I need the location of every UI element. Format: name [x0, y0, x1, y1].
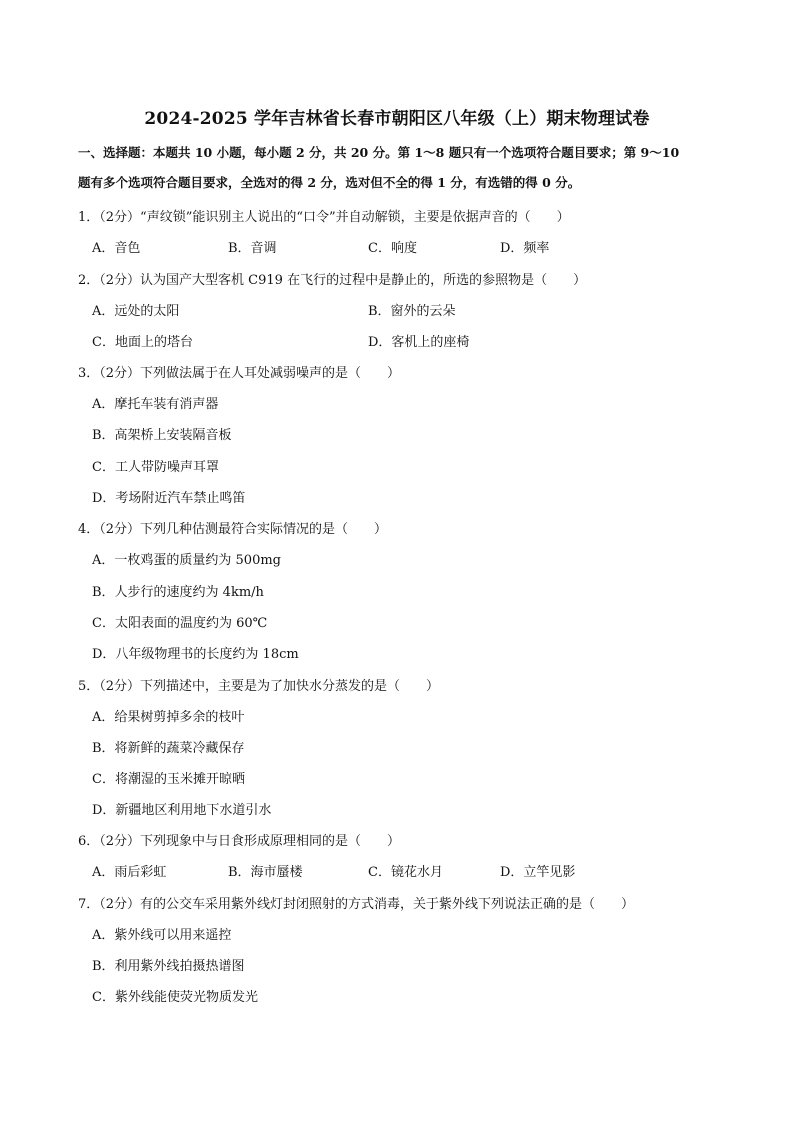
question-5-option-c: C．将潮湿的玉米摊开晾晒 [92, 772, 245, 787]
question-2-option-c: C．地面上的塔台 [92, 335, 193, 350]
question-3-stem: 3．（2分）下列做法属于在人耳处减弱噪声的是（ ） [78, 366, 401, 381]
question-6-option-d: D．立竿见影 [500, 865, 576, 880]
question-3-option-a: A．摩托车装有消声器 [92, 397, 219, 412]
question-7-option-c: C．紫外线能使荧光物质发光 [92, 990, 258, 1005]
question-4-option-a: A．一枚鸡蛋的质量约为 500mg [92, 553, 281, 568]
question-7-stem: 7．（2分）有的公交车采用紫外线灯封闭照射的方式消毒，关于紫外线下列说法正确的是（ ） [78, 897, 635, 912]
question-2-option-b: B．窗外的云朵 [368, 304, 456, 319]
question-6-option-c: C．镜花水月 [368, 865, 443, 880]
question-1-option-a: A．音色 [92, 241, 141, 256]
question-3-option-c: C．工人带防噪声耳罩 [92, 460, 219, 475]
question-5-option-d: D．新疆地区利用地下水道引水 [92, 803, 272, 818]
question-2-option-a: A．远处的太阳 [92, 304, 180, 319]
question-1-option-d: D．频率 [500, 241, 550, 256]
question-7-option-b: B．利用紫外线拍摄热谱图 [92, 959, 245, 974]
question-6-stem: 6．（2分）下列现象中与日食形成原理相同的是（ ） [78, 834, 401, 849]
question-2-option-d: D．客机上的座椅 [368, 335, 470, 350]
question-5-stem: 5．（2分）下列描述中，主要是为了加快水分蒸发的是（ ） [78, 679, 440, 694]
question-4-option-b: B．人步行的速度约为 4km/h [92, 585, 264, 600]
section-instructions-line-1: 一、选择题：本题共 10 小题，每小题 2 分，共 20 分。第 1～8 题只有一个选项符合题目要求；第 9～10 [78, 145, 680, 160]
question-3-option-d: D．考场附近汽车禁止鸣笛 [92, 491, 246, 506]
question-6-option-b: B．海市蜃楼 [228, 865, 303, 880]
question-4-stem: 4．（2分）下列几种估测最符合实际情况的是（ ） [78, 522, 388, 537]
question-6-option-a: A．雨后彩虹 [92, 865, 167, 880]
question-1-stem: 1．（2分）“声纹锁”能识别主人说出的“口令”并自动解锁，主要是依据声音的（ ） [78, 210, 570, 225]
question-7-option-a: A．紫外线可以用来遥控 [92, 928, 232, 943]
question-3-option-b: B．高架桥上安装隔音板 [92, 428, 232, 443]
question-5-option-a: A．给果树剪掉多余的枝叶 [92, 710, 245, 725]
question-1-option-b: B．音调 [228, 241, 277, 256]
question-2-stem: 2．（2分）认为国产大型客机 C919 在飞行的过程中是静止的，所选的参照物是（ ） [78, 273, 587, 288]
page-title: 2024-2025 学年吉林省长春市朝阳区八年级（上）期末物理试卷 [144, 109, 650, 129]
question-4-option-c: C．太阳表面的温度约为 60℃ [92, 616, 268, 631]
question-1-option-c: C．响度 [368, 241, 417, 256]
question-5-option-b: B．将新鲜的蔬菜冷藏保存 [92, 741, 245, 756]
section-instructions-line-2: 题有多个选项符合题目要求，全选对的得 2 分，选对但不全的得 1 分，有选错的得 0 分。 [78, 175, 581, 190]
question-4-option-d: D．八年级物理书的长度约为 18cm [92, 647, 299, 662]
